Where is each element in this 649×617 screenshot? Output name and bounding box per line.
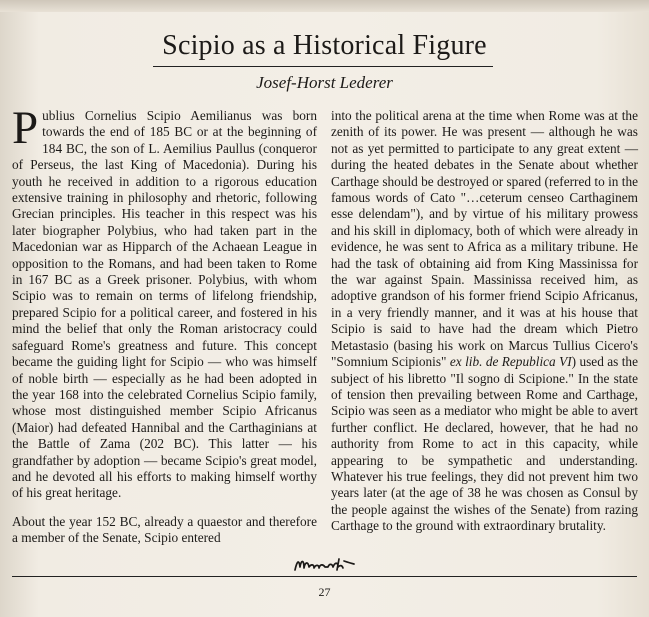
- paragraph-text: into the political arena at the time when Rome was at the zenith of its power. He was present — although he was not as yet permitted to participate to any great extent — during the heated debates in the Senate about whether Carthage should be destroyed or spared (referred to in the famous words of Cato "…ceterum censeo Carthaginem esse delendam"), and by virtue of his military prowess and his skill in diplomacy, both of which were already in evidence, he was sent to Africa as a military tribune. He had the task of obtaining aid from King Massinissa for the war against Spain. Massinissa received him, as adoptive grandson of his former friend Scipio Africanus, in a very friendly manner, and it was at his house that Scipio is said to have had the dream which Pietro Metastasio (basing his work on Marcus Tullius Cicero's "Somnium Scipionis": [331, 108, 638, 370]
- article-title: Scipio as a Historical Figure: [162, 30, 487, 61]
- author-name: Josef-Horst Lederer: [256, 73, 393, 92]
- paragraph: [331, 108, 638, 535]
- page-top-edge: [0, 0, 649, 12]
- page-number: 27: [318, 585, 331, 599]
- footer-rule: [12, 576, 637, 577]
- paragraph-text: ) used as the subject of his libretto "Il sogno di Scipione." In the state of tension then prevailing between Rome and Carthage, Scipio was seen as a mediator who might be able to avert further conflict. He declared, however, that he had no authority from Rome to act in this capacity, while appearing to be sympathetic and understanding. Whatever his true feelings, they did not prevent him two years later (at the age of 38 he was chosen as Consul by the people against the wishes of the Senate) from razing Carthage to the ground with extraordinary brutality.: [331, 354, 638, 534]
- left-column: [12, 102, 317, 547]
- title-rule: [153, 66, 493, 67]
- right-column: [331, 108, 638, 535]
- paragraph-text: ublius Cornelius Scipio Aemilianus was born towards the end of 185 BC or at the beginning of 184 BC, the son of L. Aemilius Paullus (conqueror of Perseus, the last King of Macedonia). During his youth he received in addition to a rigorous education extensive training in philosophy and rhetoric, following Grecian principles. His teacher in this respect was his later biographer Polybius, who had taken part in the Macedonian war as Hipparch of the Achaean League in opposition to the Romans, and had been taken to Rome in 167 BC as a Greek prisoner. Polybius, with whom Scipio was to remain on terms of lifelong friendship, prepared Scipio for a political career, and fostered in his mind the belief that only the Roman aristocracy could safeguard Rome's greatness and future. This concept became the guiding light for Scipio — who was himself of noble birth — especially as he had been adopted in the year 168 into the celebrated Cornelius Scipio family, whose most distinguished member Scipio Africanus (Maior) had defeated Hannibal and the Carthaginians at the Battle of Zama (202 BC). This latter — his grandfather by adoption — became Scipio's great model, and he devoted all his efforts to making himself worthy of his great heritage.: [12, 108, 317, 501]
- latin-citation: ex lib. de Republica VI: [449, 354, 572, 370]
- paragraph: [12, 514, 317, 547]
- paragraph: [12, 102, 317, 502]
- drop-cap: P: [12, 102, 39, 154]
- paragraph-text: About the year 152 BC, already a quaestor and therefore a member of the Senate, Scipio entered: [12, 513, 317, 546]
- signature-svg: [292, 555, 358, 575]
